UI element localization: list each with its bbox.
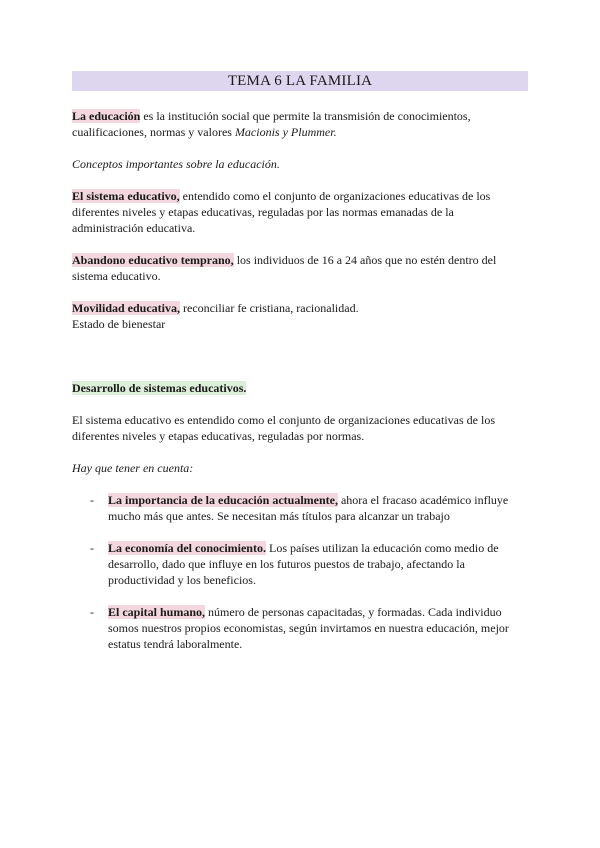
- concept-term: El sistema educativo,: [72, 189, 180, 203]
- bullet-item: [90, 604, 528, 652]
- concept-sistema-educativo: [72, 188, 528, 236]
- intro-term: La educación: [72, 109, 141, 123]
- bullet-term: El capital humano,: [108, 605, 206, 619]
- note-line: Hay que tener en cuenta:: [72, 461, 194, 475]
- concept-term: Movilidad educativa,: [72, 301, 181, 315]
- concept-movilidad-educativa: [72, 300, 528, 332]
- concept-extra-line: Estado de bienestar: [72, 317, 166, 331]
- bullet-body: ahora el fracaso académico influye mucho más que antes. Se necesitan más títulos para alcanzar un trabajo: [108, 493, 509, 523]
- intro-authors: Macionis y Plummer.: [234, 125, 337, 139]
- intro-paragraph: [72, 108, 528, 140]
- bullet-term: La economía del conocimiento.: [108, 541, 266, 555]
- bullet-dash: -: [90, 541, 94, 555]
- concepts-heading: Conceptos importantes sobre la educación.: [72, 157, 280, 171]
- concept-text: los individuos de 16 a 24 años que no estén dentro del sistema educativo.: [72, 253, 497, 283]
- concept-abandono-educativo: [72, 252, 528, 284]
- bullet-dash: -: [90, 605, 94, 619]
- page-title: TEMA 6 LA FAMILIA: [72, 71, 528, 91]
- bullet-item: [90, 492, 528, 524]
- bullet-dash: -: [90, 493, 94, 507]
- section-paragraph: El sistema educativo es entendido como el conjunto de organizaciones educativas de los diferentes niveles y etapas educativas, reguladas por normas.: [72, 413, 495, 443]
- bullet-text: [108, 604, 528, 652]
- bullet-body: Los países utilizan la educación como medio de desarrollo, dado que influye en los futuros puestos de trabajo, afectando la productividad y los beneficios.: [108, 541, 499, 587]
- bullet-text: [108, 540, 528, 588]
- concept-text: reconciliar fe cristiana, racionalidad.: [183, 301, 359, 315]
- bullet-term: La importancia de la educación actualmente,: [108, 493, 338, 507]
- bullet-item: [90, 540, 528, 588]
- section-heading-text: Desarrollo de sistemas educativos.: [72, 381, 247, 395]
- bullet-text: [108, 492, 528, 524]
- concept-term: Abandono educativo temprano,: [72, 253, 234, 267]
- section-heading: [72, 380, 528, 396]
- intro-text: es la institución social que permite la transmisión de conocimientos, cualificaciones, normas y valores: [72, 109, 471, 139]
- bullet-body: número de personas capacitadas, y formadas. Cada individuo somos nuestros propios economistas, según invirtamos en nuestra educación, mejor estatus tendrá laboralmente.: [108, 605, 509, 651]
- concept-text: entendido como el conjunto de organizaciones educativas de los diferentes niveles y etapas educativas, reguladas por las normas emanadas de la administración educativa.: [72, 189, 491, 235]
